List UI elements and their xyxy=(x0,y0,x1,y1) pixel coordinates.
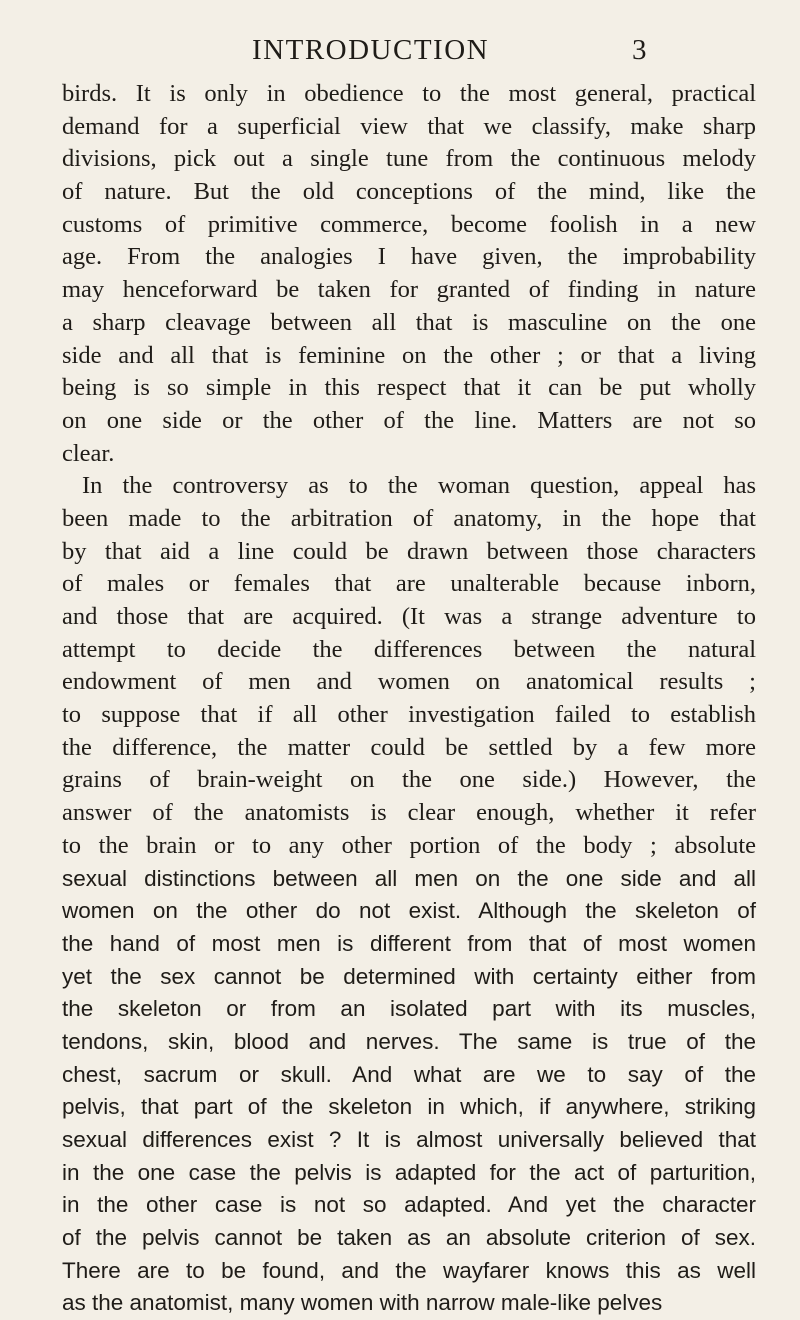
page-number: 3 xyxy=(632,34,647,66)
text-line: In the controversy as to the woman question, appeal has xyxy=(82,472,756,500)
text-line: divisions, pick out a single tune from the continuous melody xyxy=(62,145,756,173)
text-line: women on the other do not exist. Although the skeleton of xyxy=(62,898,756,924)
running-head xyxy=(0,34,800,74)
text-line: of the pelvis cannot be taken as an absolute criterion of sex. xyxy=(62,1225,756,1251)
text-line: of males or females that are unalterable because inborn, xyxy=(62,570,756,598)
text-line: yet the sex cannot be determined with certainty either from xyxy=(62,963,756,989)
text-line: been made to the arbitration of anatomy, in the hope that xyxy=(62,504,756,532)
text-line: clear. xyxy=(62,439,115,467)
text-line: in the one case the pelvis is adapted for the act of parturition, xyxy=(62,1159,756,1185)
text-line: pelvis, that part of the skeleton in which, if anywhere, striking xyxy=(62,1094,756,1120)
text-line: and those that are acquired. (It was a strange adventure to xyxy=(62,603,756,630)
text-line: attempt to decide the differences between the natural xyxy=(62,635,756,663)
text-line: tendons, skin, blood and nerves. The same is true of the xyxy=(62,1028,756,1054)
text-line: There are to be found, and the wayfarer knows this as well xyxy=(62,1257,756,1283)
text-line: grains of brain-weight on the one side.) However, the xyxy=(62,766,756,794)
text-line: endowment of men and women on anatomical results ; xyxy=(62,668,756,696)
text-line: side and all that is feminine on the other ; or that a living xyxy=(62,341,756,369)
text-line: chest, sacrum or skull. And what are we to say of the xyxy=(62,1061,756,1087)
text-line: on one side or the other of the line. Matters are not so xyxy=(62,406,756,434)
text-line: birds. It is only in obedience to the most general, practical xyxy=(62,80,756,107)
text-line: being is so simple in this respect that it can be put wholly xyxy=(62,374,756,402)
paragraph-2 xyxy=(62,470,756,1320)
text-line: a sharp cleavage between all that is masculine on the one xyxy=(62,308,756,336)
text-line: answer of the anatomists is clear enough, whether it refer xyxy=(62,799,756,827)
text-line: sexual distinctions between all men on the one side and all xyxy=(62,865,756,891)
text-line: to suppose that if all other investigation failed to establish xyxy=(62,701,756,729)
text-line: the hand of most men is different from that of most women xyxy=(62,930,756,956)
paragraph-1 xyxy=(62,78,756,470)
text-line: sexual differences exist ? It is almost universally believed that xyxy=(62,1127,756,1152)
body-text xyxy=(62,78,756,1320)
text-line: as the anatomist, many women with narrow male-like pelves xyxy=(62,1290,663,1316)
text-line: may henceforward be taken for granted of finding in nature xyxy=(62,276,756,304)
text-line: the skeleton or from an isolated part with its muscles, xyxy=(62,996,756,1022)
text-line: in the other case is not so adapted. And yet the character xyxy=(62,1192,756,1218)
text-line: age. From the analogies I have given, the improbability xyxy=(62,243,756,271)
text-line: to the brain or to any other portion of the body ; absolute xyxy=(62,831,756,859)
text-line: demand for a superficial view that we classify, make sharp xyxy=(62,112,756,140)
text-line: by that aid a line could be drawn between those characters xyxy=(62,537,756,565)
text-line: customs of primitive commerce, become foolish in a new xyxy=(62,210,756,238)
running-title: INTRODUCTION xyxy=(252,34,490,66)
text-line: the difference, the matter could be settled by a few more xyxy=(62,733,756,761)
text-line: of nature. But the old conceptions of the mind, like the xyxy=(62,178,756,206)
